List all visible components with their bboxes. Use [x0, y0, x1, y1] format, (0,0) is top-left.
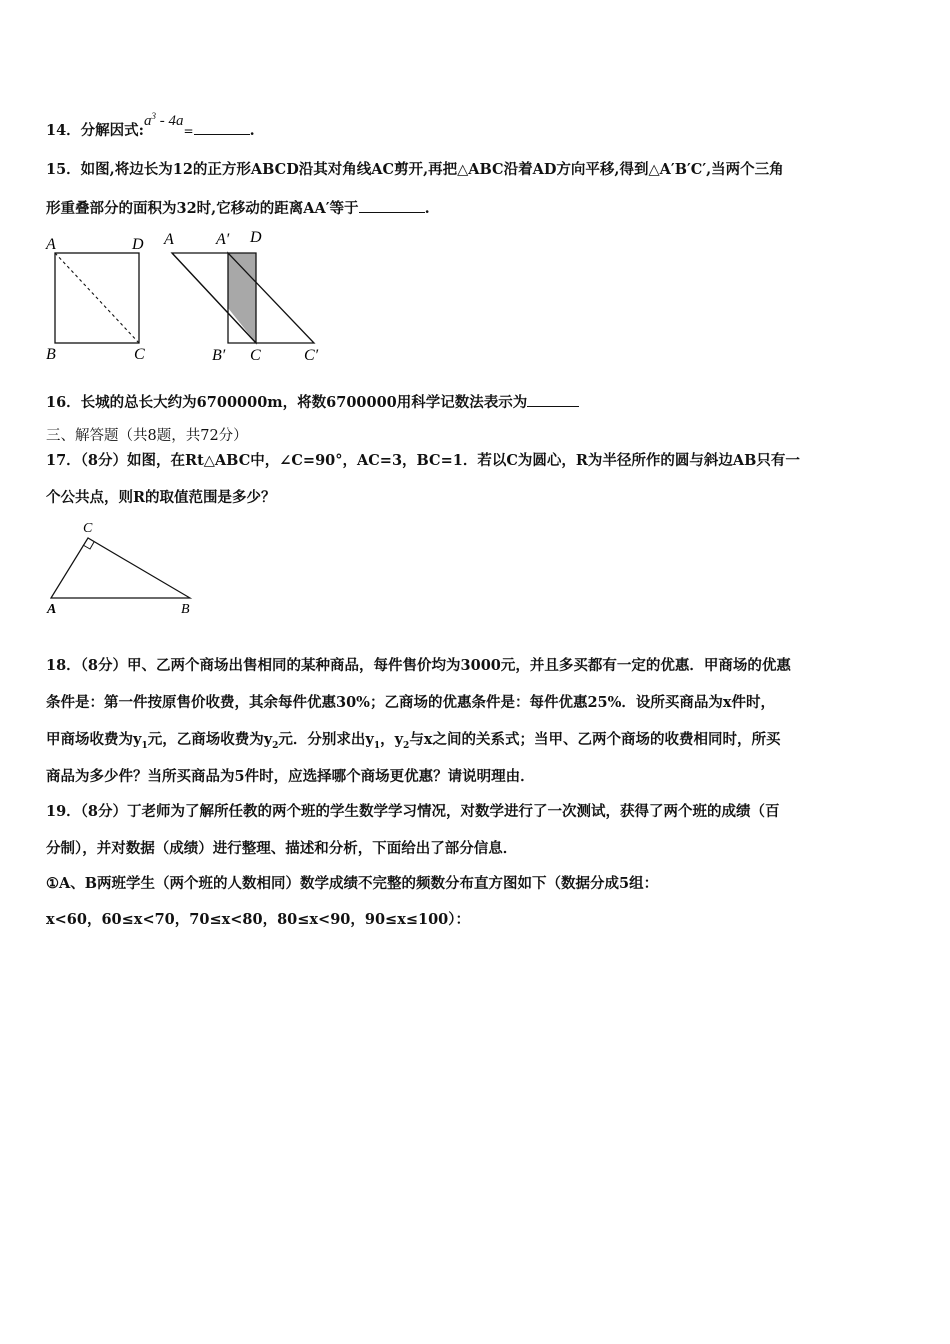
label-c-left: C	[134, 346, 145, 363]
label-b: B	[181, 602, 190, 617]
q18-line4: 商品为多少件？当所买商品为5件时，应选择哪个商场更优惠？请说明理由．	[46, 768, 535, 785]
q17-line2: 个公共点，则R的取值范围是多少？	[46, 489, 276, 506]
label-b-left: B	[46, 346, 56, 363]
triangle-abc	[51, 538, 190, 598]
q14-label: 14．分解因式:	[46, 122, 145, 139]
q14-expression: $a^3 - 4a$	[144, 111, 184, 129]
q15-answer-blank[interactable]	[359, 198, 425, 213]
q16-line	[46, 392, 579, 413]
label-b1-right: B′	[212, 347, 226, 364]
label-c1-right: C′	[304, 347, 319, 364]
q19-line3: ①A、B两班学生（两个班的人数相同）数学成绩不完整的频数分布直方图如下（数据分成5组：	[46, 875, 659, 892]
q18-line3: 甲商场收费为$y_1$元，乙商场收费为$y_2$元．分别求出$y_1$，$y_2$与x之间的关系式；当甲、乙两个商场的收费相同时，所买	[46, 731, 781, 751]
q14-end: .	[249, 122, 255, 139]
q19-line4: x<60，60≤x<70，70≤x<80，80≤x<90，90≤x≤100）：	[46, 911, 471, 928]
q17-line1: 17．（8分）如图，在Rt△ABC中，∠C=90°，AC=3，BC=1．若以C为圆心，R为半径所作的圆与斜边AB只有一	[46, 452, 800, 469]
q16-answer-blank[interactable]	[527, 392, 579, 407]
label-c: C	[83, 521, 93, 536]
label-a1-right: A′	[216, 231, 230, 248]
q19-line1: 19．（8分）丁老师为了解所任教的两个班的学生数学学习情况，对数学进行了一次测试，获得了两个班的成绩（百	[46, 803, 780, 820]
diagonal-ac	[55, 253, 139, 343]
q14-line	[46, 111, 255, 141]
label-a: A	[47, 602, 57, 617]
q15-line1: 15．如图,将边长为12的正方形ABCD沿其对角线AC剪开,再把△ABC沿着AD方向平移,得到△A′B′C′,当两个三角	[46, 161, 784, 178]
q15-end: .	[424, 200, 430, 217]
label-d-right: D	[250, 229, 262, 246]
label-c-right: C	[250, 347, 261, 364]
q18-line1: 18．（8分）甲、乙两个商场出售相同的某种商品，每件售价均为3000元，并且多买都有一定的优惠．甲商场的优惠	[46, 657, 791, 674]
label-a-right: A	[164, 231, 174, 248]
label-d-left: D	[132, 236, 144, 253]
q17-figure	[40, 518, 210, 618]
label-a-left: A	[46, 236, 56, 253]
q14-equals: =	[183, 124, 194, 138]
q14-answer-blank[interactable]	[194, 120, 250, 135]
q18-line2: 条件是：第一件按原售价收费，其余每件优惠30%；乙商场的优惠条件是：每件优惠25%．设所买商品为x件时，	[46, 694, 776, 711]
section3-title: 三、解答题（共8题，共72分）	[46, 428, 248, 444]
q15-line2-text: 形重叠部分的面积为32时,它移动的距离AA′等于	[46, 200, 359, 217]
q15-line2	[46, 198, 430, 219]
overlap-region	[228, 253, 256, 343]
q15-figure	[40, 228, 340, 368]
q16-text: 16．长城的总长大约为6700000m，将数6700000用科学记数法表示为	[46, 394, 528, 411]
q19-line2: 分制），并对数据（成绩）进行整理、描述和分析，下面给出了部分信息．	[46, 840, 518, 857]
